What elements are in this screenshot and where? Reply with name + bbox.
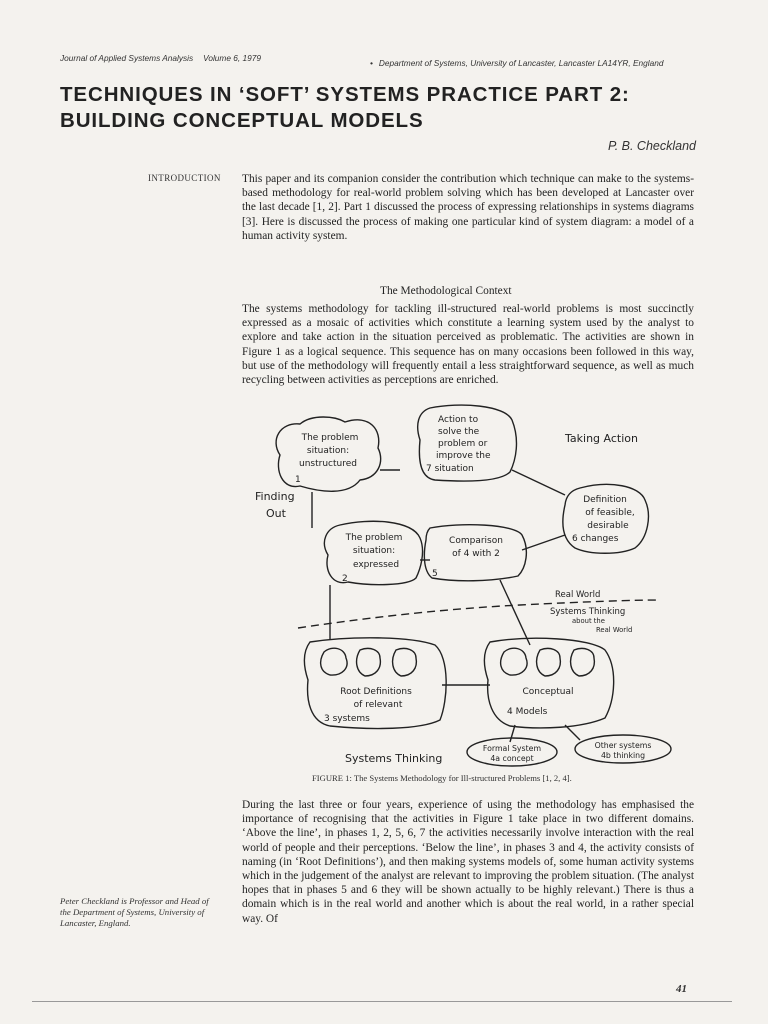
bottom-rule [32, 1001, 732, 1002]
node-2-number: 2 [342, 574, 348, 584]
systems-thinking-about-label-3: Real World [596, 626, 633, 634]
node-4-line-1: Conceptual [522, 687, 574, 697]
edge-7-6 [512, 470, 565, 495]
introduction-paragraph: This paper and its companion consider the contribution which technique can make to the systems-based methodology for real-world problem solving which has been developed at Lancaster over the last decade [1, 2]. Part 1 discussed the process of expressing relationships in systems diagrams [3]. Here is discussed the process of making one particular kind of system diagram: a model of a human activity system. [242, 173, 694, 242]
author: P. B. Checkland [607, 139, 696, 153]
node-1-line-3: unstructured [299, 459, 357, 469]
node-1-line-1: The problem [301, 433, 359, 443]
page-number: 41 [676, 983, 687, 995]
edge-4-4a [510, 725, 515, 742]
systems-thinking-about-label-1: Systems Thinking [550, 607, 626, 617]
author-footnote: Peter Checkland is Professor and Head of the Department of Systems, University of Lancaster, England. [60, 896, 209, 929]
node-6-line-1: Definition [583, 495, 627, 505]
node-4-line-2: 4 Models [507, 707, 548, 717]
journal-name: Journal of Applied Systems Analysis [60, 53, 194, 63]
taking-action-label: Taking Action [565, 432, 638, 445]
title-line-2: BUILDING CONCEPTUAL MODELS [60, 109, 424, 132]
node-4b-line-2: 4b thinking [600, 751, 646, 760]
node-7-line-3: problem or [438, 439, 488, 449]
node-7-line-1: Action to [438, 415, 479, 425]
body-paragraph: During the last three or four years, experience of using the methodology has emphasised the importance of recognising that the activities in Figure 1 take place in two different domains. ‘Above the line’, in phases 1, 2, 5, 6, 7 the activities necessarily involve interaction with the real world of people and their perceptions. ‘Below the line’, in phases 3 and 4, the activity consists of naming (in ‘Root Definitions’), and then making systems models of, some human activity systems which in the judgement of the analyst are relevant to improving the problem situation. (The analyst hopes that in phases 5 and 6 they will be shown actually to be highly relevant.) There is thus a domain which is in the real world and another which is about the real world, in a rather special way. Of [242, 799, 694, 925]
journal-header [60, 53, 261, 63]
node-2-line-2: situation: [352, 546, 396, 556]
node-2-line-1: The problem [345, 533, 403, 543]
node-3-line-1: Root Definitions [340, 687, 412, 697]
finding-out-label-2: Out [266, 507, 286, 520]
systems-thinking-label: Systems Thinking [345, 752, 443, 765]
node-5-number: 5 [432, 569, 438, 579]
node-3-line-2: of relevant [353, 700, 403, 710]
edge-5-6 [522, 535, 565, 550]
node-7-line-2: solve the [438, 427, 480, 437]
figure-1-diagram [220, 400, 720, 768]
node-1-number: 1 [295, 475, 301, 485]
finding-out-label-1: Finding [255, 490, 295, 503]
systems-thinking-about-label-2: about the [572, 617, 605, 625]
node-7-line-4: improve the [436, 451, 491, 461]
node-6-line-2: of feasible, [585, 508, 635, 518]
methodological-context-paragraph: The systems methodology for tackling ill-structured real-world problems is most succinctly expressed as a mosaic of activities which constitute a learning system used by the analyst to explore and take action in the situation perceived as problematic. The activities are shown in Figure 1 as a logical sequence. This sequence has on many occasions been followed in this way, but use of the methodology will frequently entail a less straightforward sequence, as well as much recycling between activities as perceptions are enriched. [242, 303, 694, 387]
department-text: Department of Systems, University of Lancaster, Lancaster LA14YR, England [378, 58, 664, 68]
node-5-line-1: Comparison [449, 536, 503, 546]
figure-caption: FIGURE 1: The Systems Methodology for Ill-structured Problems [1, 2, 4]. [312, 773, 572, 783]
title-line-1: TECHNIQUES IN ‘SOFT’ SYSTEMS PRACTICE PART 2: [60, 83, 630, 106]
node-4a-line-1: Formal System [482, 744, 542, 753]
paper-title [60, 82, 720, 134]
node-5-line-2: of 4 with 2 [452, 549, 500, 559]
bullet-icon: • [370, 58, 373, 68]
node-6-line-3: desirable [587, 521, 629, 531]
node-6-line-4: 6 changes [572, 534, 619, 544]
introduction-label: INTRODUCTION [148, 173, 221, 183]
edge-5-4 [500, 580, 530, 645]
department-header [370, 58, 663, 68]
section-heading: The Methodological Context [380, 285, 512, 297]
node-2-line-3: expressed [352, 560, 400, 570]
node-1-line-2: situation: [306, 446, 350, 456]
journal-volume: Volume 6, 1979 [203, 53, 261, 63]
node-4b-line-1: Other systems [594, 741, 652, 750]
node-7-line-5: 7 situation [426, 464, 474, 474]
node-3-line-3: 3 systems [324, 714, 370, 724]
node-4a-line-2: 4a concept [490, 754, 534, 763]
real-world-label: Real World [555, 590, 601, 600]
